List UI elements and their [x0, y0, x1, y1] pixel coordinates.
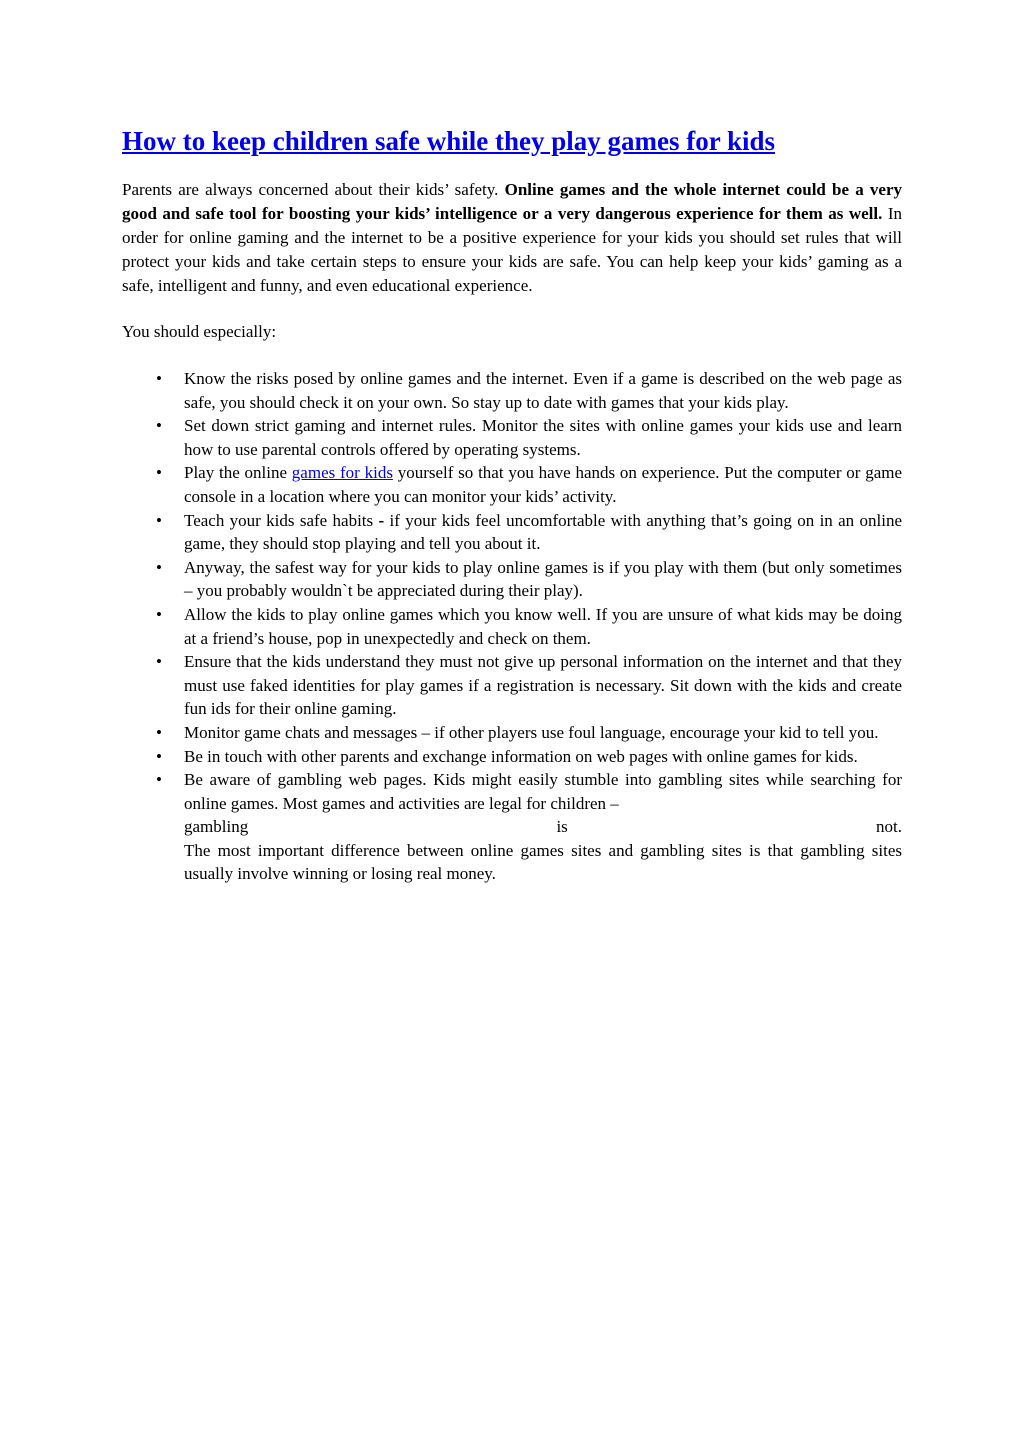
list-item: [122, 414, 902, 461]
list-item-text: Ensure that the kids understand they must not give up personal information on the internet and that they must use faked identities for play games if a registration is necessary. Sit down with the kids and create fun ids for their online gaming.: [184, 652, 902, 719]
bold-dash: -: [378, 510, 385, 530]
bullet-icon: •: [156, 746, 162, 766]
bullet-icon: •: [156, 770, 162, 790]
list-item-text: The most important difference between online games sites and gambling sites is that gambling sites usually involve winning or losing real money.: [184, 840, 902, 884]
tips-list: [122, 367, 902, 886]
list-item-text: Monitor game chats and messages – if other players use foul language, encourage your kid to tell you.: [184, 722, 879, 742]
list-item: [122, 768, 902, 886]
intro-bold-text: Online games and the whole internet could be a very good and safe tool for boosting your kids’ intelligence or a very dangerous experience for them as well.: [122, 180, 902, 223]
spread-word: not.: [876, 817, 902, 837]
bullet-icon: •: [156, 557, 162, 577]
document-title[interactable]: How to keep children safe while they play games for kids: [122, 126, 776, 156]
list-item-text-end: if your kids feel uncomfortable with anything that’s going on in an online game, they should stop playing and tell you about it.: [184, 510, 902, 554]
intro-text-end: In order for online gaming and the internet to be a positive experience for your kids you should set rules that will protect your kids and take certain steps to ensure your kids are safe. You can help keep your kids’ gaming as a safe, intelligent and funny, and even educational experience.: [122, 204, 902, 295]
list-item: [122, 650, 902, 721]
list-item: [122, 509, 902, 556]
bullet-icon: •: [156, 510, 162, 530]
list-item-text: Anyway, the safest way for your kids to play online games is if you play with them (but only sometimes – you probably wouldn`t be appreciated during their play).: [184, 557, 902, 601]
list-item: [122, 461, 902, 508]
intro-paragraph: [122, 178, 902, 298]
list-item-text: Set down strict gaming and internet rules. Monitor the sites with online games your kids use and learn how to use parental controls offered by operating systems.: [184, 416, 902, 459]
spread-word: is: [556, 817, 568, 837]
spread-word: gambling: [184, 817, 249, 837]
list-item: [122, 745, 902, 769]
bullet-icon: •: [156, 604, 162, 624]
games-for-kids-link[interactable]: games for kids: [291, 463, 393, 483]
list-item-text-end: yourself so that you have hands on experience. Put the computer or game console in a location where you can monitor your kids’ activity.: [184, 463, 903, 506]
document-page: [122, 124, 902, 886]
list-item-text: Be aware of gambling web pages. Kids might easily stumble into gambling sites while searching for online games. Most games and activities are legal for children –: [184, 770, 902, 813]
list-item-text-start: Teach your kids safe habits: [184, 510, 379, 530]
list-item-text: Allow the kids to play online games which you know well. If you are unsure of what kids may be doing at a friend’s house, pop in unexpectedly and check on them.: [184, 604, 902, 648]
list-item-text: Be in touch with other parents and exchange information on web pages with online games for kids.: [184, 746, 858, 766]
bullet-icon: •: [156, 463, 162, 483]
lead-sentence: You should especially:: [122, 322, 277, 341]
spread-line: [184, 815, 902, 839]
list-item: [122, 721, 902, 745]
bullet-icon: •: [156, 722, 162, 742]
intro-text-start: Parents are always concerned about their kids’ safety.: [122, 180, 505, 199]
list-item-text-start: Play the online: [184, 463, 292, 483]
bullet-icon: •: [156, 652, 162, 672]
bullet-icon: •: [156, 369, 162, 388]
list-item: [122, 367, 902, 414]
list-item-text: Know the risks posed by online games and the internet. Even if a game is described on the web page as safe, you should check it on your own. So stay up to date with games that your kids play.: [184, 369, 902, 412]
list-item: [122, 603, 902, 650]
list-item: [122, 556, 902, 603]
bullet-icon: •: [156, 416, 162, 436]
